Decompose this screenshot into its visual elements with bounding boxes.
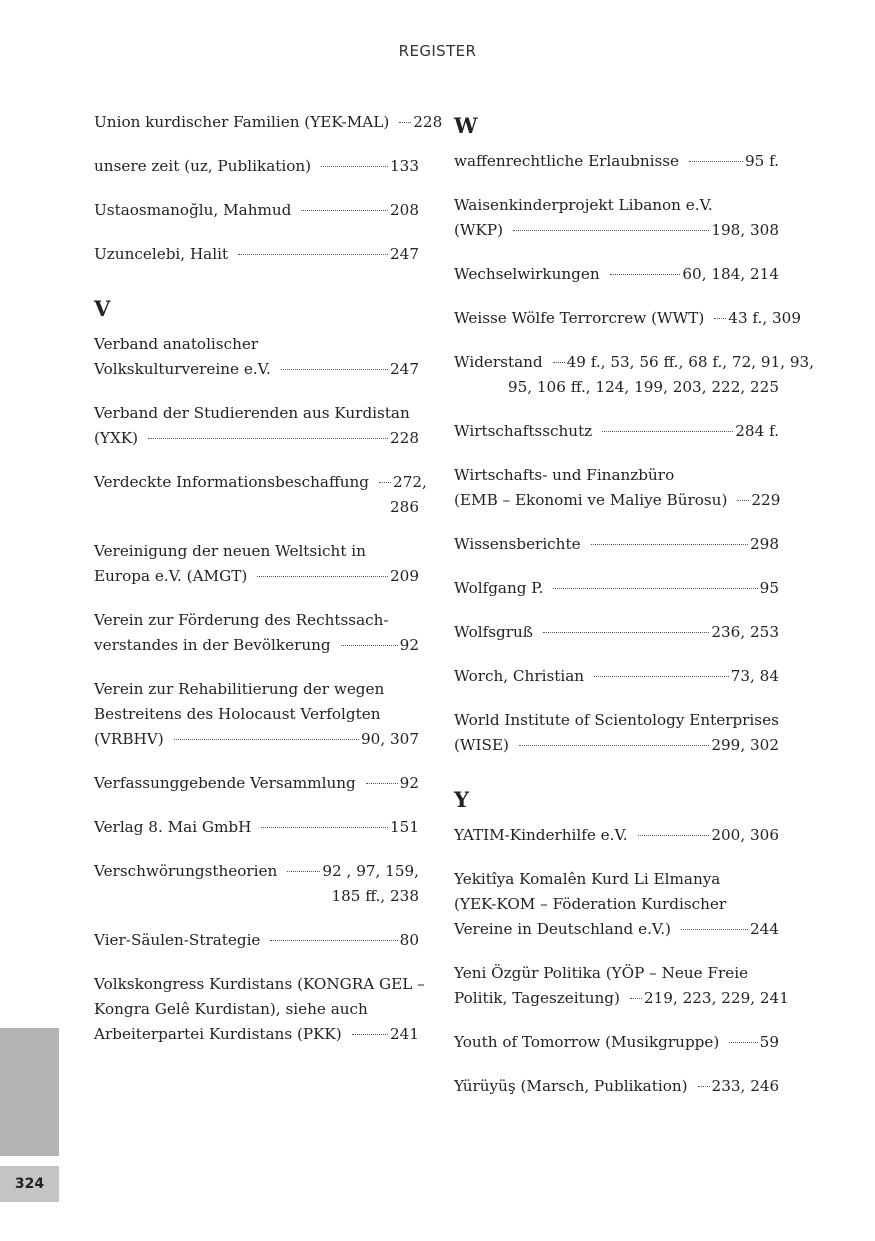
dot-leader: [287, 871, 320, 872]
page-reference: 43 f., 309: [728, 309, 801, 327]
entry-final-line: [454, 823, 779, 848]
index-entry: [94, 198, 419, 223]
dot-leader: [352, 1034, 388, 1035]
entry-final-line: [454, 262, 779, 287]
page-reference-continued: 185 ff., 238: [331, 887, 419, 905]
index-entry: [454, 149, 779, 174]
entry-final-line: [454, 733, 779, 758]
dot-leader: [610, 274, 681, 275]
index-entry: [94, 242, 419, 267]
entry-final-line: [94, 859, 419, 884]
entry-term: Verlag 8. Mai GmbH: [94, 818, 252, 836]
page-reference: 247: [390, 245, 419, 263]
dot-leader: [698, 1086, 710, 1087]
entry-text-line: Wirtschafts- und Finanzbüro: [454, 466, 675, 484]
dot-leader: [270, 940, 397, 941]
page-reference: 233, 246: [711, 1077, 780, 1095]
page-reference: 228: [390, 429, 419, 447]
entry-term: Ustaosmanoğlu, Mahmud: [94, 201, 292, 219]
entry-text-line: Verband anatolischer: [94, 335, 259, 353]
entry-final-line: [94, 928, 419, 953]
page-reference: 59: [759, 1033, 779, 1051]
entry-final-line: [454, 532, 779, 557]
entry-final-line: [454, 488, 779, 513]
dot-leader: [543, 632, 709, 633]
page-reference-continued: 95, 106 ff., 124, 199, 203, 222, 225: [507, 378, 779, 396]
dot-leader: [379, 482, 391, 483]
index-section: [94, 110, 443, 267]
entry-term: Yürüyüş (Marsch, Publikation): [454, 1077, 688, 1095]
page-reference: 228: [413, 113, 443, 131]
dot-leader: [591, 544, 748, 545]
page-reference: 95: [759, 579, 779, 597]
page-reference: 90, 307: [361, 730, 419, 748]
index-entry: [454, 262, 779, 287]
entry-final-line: [94, 815, 419, 840]
dot-leader: [301, 210, 388, 211]
entry-final-line: [454, 986, 789, 1011]
dot-leader: [553, 588, 757, 589]
entry-final-line: [94, 242, 419, 267]
dot-leader: [238, 254, 388, 255]
page-reference: 133: [390, 157, 419, 175]
index-entry: [454, 1030, 779, 1055]
entry-term: Worch, Christian: [454, 667, 585, 685]
index-entry: [454, 823, 779, 848]
entry-text-line: Vereinigung der neuen Weltsicht in: [94, 542, 366, 560]
entry-term: Youth of Tomorrow (Musikgruppe): [454, 1033, 720, 1051]
page-reference: 198, 308: [711, 221, 779, 239]
dot-leader: [737, 500, 749, 501]
index-entry: [94, 608, 419, 658]
entry-term: YATIM-Kinderhilfe e.V.: [454, 826, 628, 844]
page-reference: 247: [390, 360, 419, 378]
entry-final-line: [454, 620, 779, 645]
entry-text-line: Verein zur Rehabilitierung der wegen: [94, 680, 385, 698]
page-reference: 236, 253: [711, 623, 779, 641]
index-entry: [454, 532, 779, 557]
dot-leader: [729, 1042, 757, 1043]
page-reference-continued: 286: [390, 498, 419, 516]
index-entry: [454, 350, 815, 400]
entry-term: Verfassunggebende Versammlung: [94, 774, 356, 792]
index-entry: [94, 677, 419, 752]
entry-term: (EMB – Ekonomi ve Maliye Bürosu): [454, 491, 728, 509]
page-reference: 219, 223, 229, 241: [643, 989, 789, 1007]
entry-final-line: [94, 154, 419, 179]
index-entry: [94, 110, 443, 135]
entry-term: Wolfsgruß: [454, 623, 533, 641]
dot-leader: [714, 318, 726, 319]
index-entry: [94, 928, 419, 953]
index-entry: [94, 470, 427, 520]
index-column-right: [454, 110, 815, 1125]
entry-final-line: [94, 771, 419, 796]
entry-final-line: [454, 917, 779, 942]
dot-leader: [257, 576, 388, 577]
running-head: REGISTER: [398, 42, 477, 60]
entry-text-line: Bestreitens des Holocaust Verfolgten: [94, 705, 381, 723]
page-reference: 244: [750, 920, 779, 938]
entry-text-line: Waisenkinderprojekt Libanon e.V.: [454, 196, 713, 214]
index-entry: [94, 154, 419, 179]
entry-term: (VRBHV): [94, 730, 164, 748]
entry-term: verstandes in der Bevölkerung: [94, 636, 331, 654]
page-reference: 49 f., 53, 56 ff., 68 f., 72, 91, 93,: [566, 353, 815, 371]
dot-leader: [341, 645, 398, 646]
dot-leader: [602, 431, 733, 432]
page-reference: 272,: [393, 473, 427, 491]
entry-term: Vier-Säulen-Strategie: [94, 931, 261, 949]
entry-final-line: [94, 357, 419, 382]
entry-final-line: [94, 110, 443, 135]
index-column-left: [94, 110, 443, 1073]
entry-text-line: Verband der Studierenden aus Kurdistan: [94, 404, 410, 422]
index-entry: [454, 463, 779, 513]
entry-term: Union kurdischer Familien (YEK-MAL): [94, 113, 390, 131]
page-reference: 209: [390, 567, 419, 585]
index-entry: [454, 419, 779, 444]
entry-final-line: [454, 664, 779, 689]
entry-final-line: [454, 306, 801, 331]
index-section: [94, 293, 427, 1047]
index-entry: [94, 972, 425, 1047]
page-reference: 298: [750, 535, 779, 553]
page-reference: 92: [399, 774, 419, 792]
entry-text-line: Kongra Gelê Kurdistan), siehe auch: [94, 1000, 368, 1018]
index-section: [454, 784, 789, 1099]
entry-final-line: [94, 1022, 419, 1047]
index-entry: [94, 815, 419, 840]
entry-final-line: [454, 419, 779, 444]
dot-leader: [689, 161, 743, 162]
entry-term: Wissensberichte: [454, 535, 581, 553]
index-entry: [454, 306, 801, 331]
dot-leader: [594, 676, 729, 677]
entry-text-line: Volkskongress Kurdistans (KONGRA GEL –: [94, 975, 425, 993]
entry-term: Vereine in Deutschland e.V.): [454, 920, 671, 938]
page-reference: 92: [399, 636, 419, 654]
entry-final-line: [454, 1030, 779, 1055]
index-entry: [454, 620, 779, 645]
dot-leader: [399, 122, 411, 123]
entry-term: waffenrechtliche Erlaubnisse: [454, 152, 680, 170]
dot-leader: [553, 362, 565, 363]
dot-leader: [261, 827, 388, 828]
dot-leader: [148, 438, 388, 439]
dot-leader: [681, 929, 748, 930]
index-entry: [94, 401, 419, 451]
entry-term: Weisse Wölfe Terrorcrew (WWT): [454, 309, 705, 327]
dot-leader: [174, 739, 359, 740]
page-reference: 200, 306: [711, 826, 779, 844]
index-entry: [94, 332, 419, 382]
index-entry: [454, 193, 779, 243]
page-reference: 229: [751, 491, 781, 509]
page-reference: 299, 302: [711, 736, 779, 754]
page-reference: 151: [390, 818, 419, 836]
index-entry: [454, 664, 779, 689]
index-entry: [94, 771, 419, 796]
thumb-index-tab: [0, 1028, 59, 1156]
page-reference: 73, 84: [730, 667, 779, 685]
entry-final-line: [454, 149, 779, 174]
entry-term: Uzuncelebi, Halit: [94, 245, 229, 263]
dot-leader: [630, 998, 642, 999]
entry-final-line: [454, 576, 779, 601]
dot-leader: [321, 166, 388, 167]
entry-final-line: [94, 727, 419, 752]
entry-term: Verschwörungstheorien: [94, 862, 278, 880]
page-reference: 92 , 97, 159,: [322, 862, 419, 880]
entry-text-line: Verein zur Förderung des Rechtssach-: [94, 611, 389, 629]
entry-term: Europa e.V. (AMGT): [94, 567, 248, 585]
dot-leader: [638, 835, 710, 836]
dot-leader: [366, 783, 398, 784]
entry-term: Wirtschaftsschutz: [454, 422, 593, 440]
entry-final-line: [94, 470, 427, 495]
section-letter: V: [94, 296, 111, 321]
page-reference: 241: [390, 1025, 419, 1043]
page-reference: 208: [390, 201, 419, 219]
page-reference: 284 f.: [735, 422, 779, 440]
index-entry: [454, 576, 779, 601]
entry-final-line: [454, 218, 779, 243]
section-letter: W: [454, 113, 478, 138]
entry-final-line: [454, 1074, 779, 1099]
entry-final-line: [454, 350, 815, 375]
index-section: [454, 110, 815, 758]
index-entry: [454, 1074, 779, 1099]
entry-term: Wechselwirkungen: [454, 265, 600, 283]
entry-final-line: [94, 198, 419, 223]
page-reference: 80: [399, 931, 419, 949]
entry-term: Politik, Tageszeitung): [454, 989, 620, 1007]
entry-term: Wolfgang P.: [454, 579, 544, 597]
entry-text-line: Yekitîya Komalên Kurd Li Elmanya: [454, 870, 721, 888]
entry-text-line: (YEK-KOM – Föderation Kurdischer: [454, 895, 727, 913]
entry-text-line: World Institute of Scientology Enterprises: [454, 711, 779, 729]
dot-leader: [519, 745, 709, 746]
page-reference: 95 f.: [744, 152, 779, 170]
entry-term: Volkskulturvereine e.V.: [94, 360, 271, 378]
section-letter: Y: [454, 787, 469, 812]
index-entry: [454, 708, 779, 758]
entry-text-line: Yeni Özgür Politika (YÖP – Neue Freie: [454, 964, 749, 982]
entry-term: Widerstand: [454, 353, 543, 371]
entry-term: unsere zeit (uz, Publikation): [94, 157, 312, 175]
index-entry: [454, 867, 779, 942]
entry-final-line: [94, 633, 419, 658]
entry-final-line: [94, 564, 419, 589]
index-entry: [94, 539, 419, 589]
page-reference: 60, 184, 214: [682, 265, 779, 283]
index-entry: [454, 961, 789, 1011]
entry-term: (WKP): [454, 221, 504, 239]
entry-final-line: [94, 426, 419, 451]
dot-leader: [281, 369, 388, 370]
entry-term: Arbeiterpartei Kurdistans (PKK): [94, 1025, 342, 1043]
entry-term: (WISE): [454, 736, 509, 754]
index-entry: [94, 859, 419, 909]
page-number: 324: [0, 1166, 59, 1202]
entry-term: Verdeckte Informationsbeschaffung: [94, 473, 370, 491]
dot-leader: [513, 230, 709, 231]
entry-term: (YXK): [94, 429, 139, 447]
